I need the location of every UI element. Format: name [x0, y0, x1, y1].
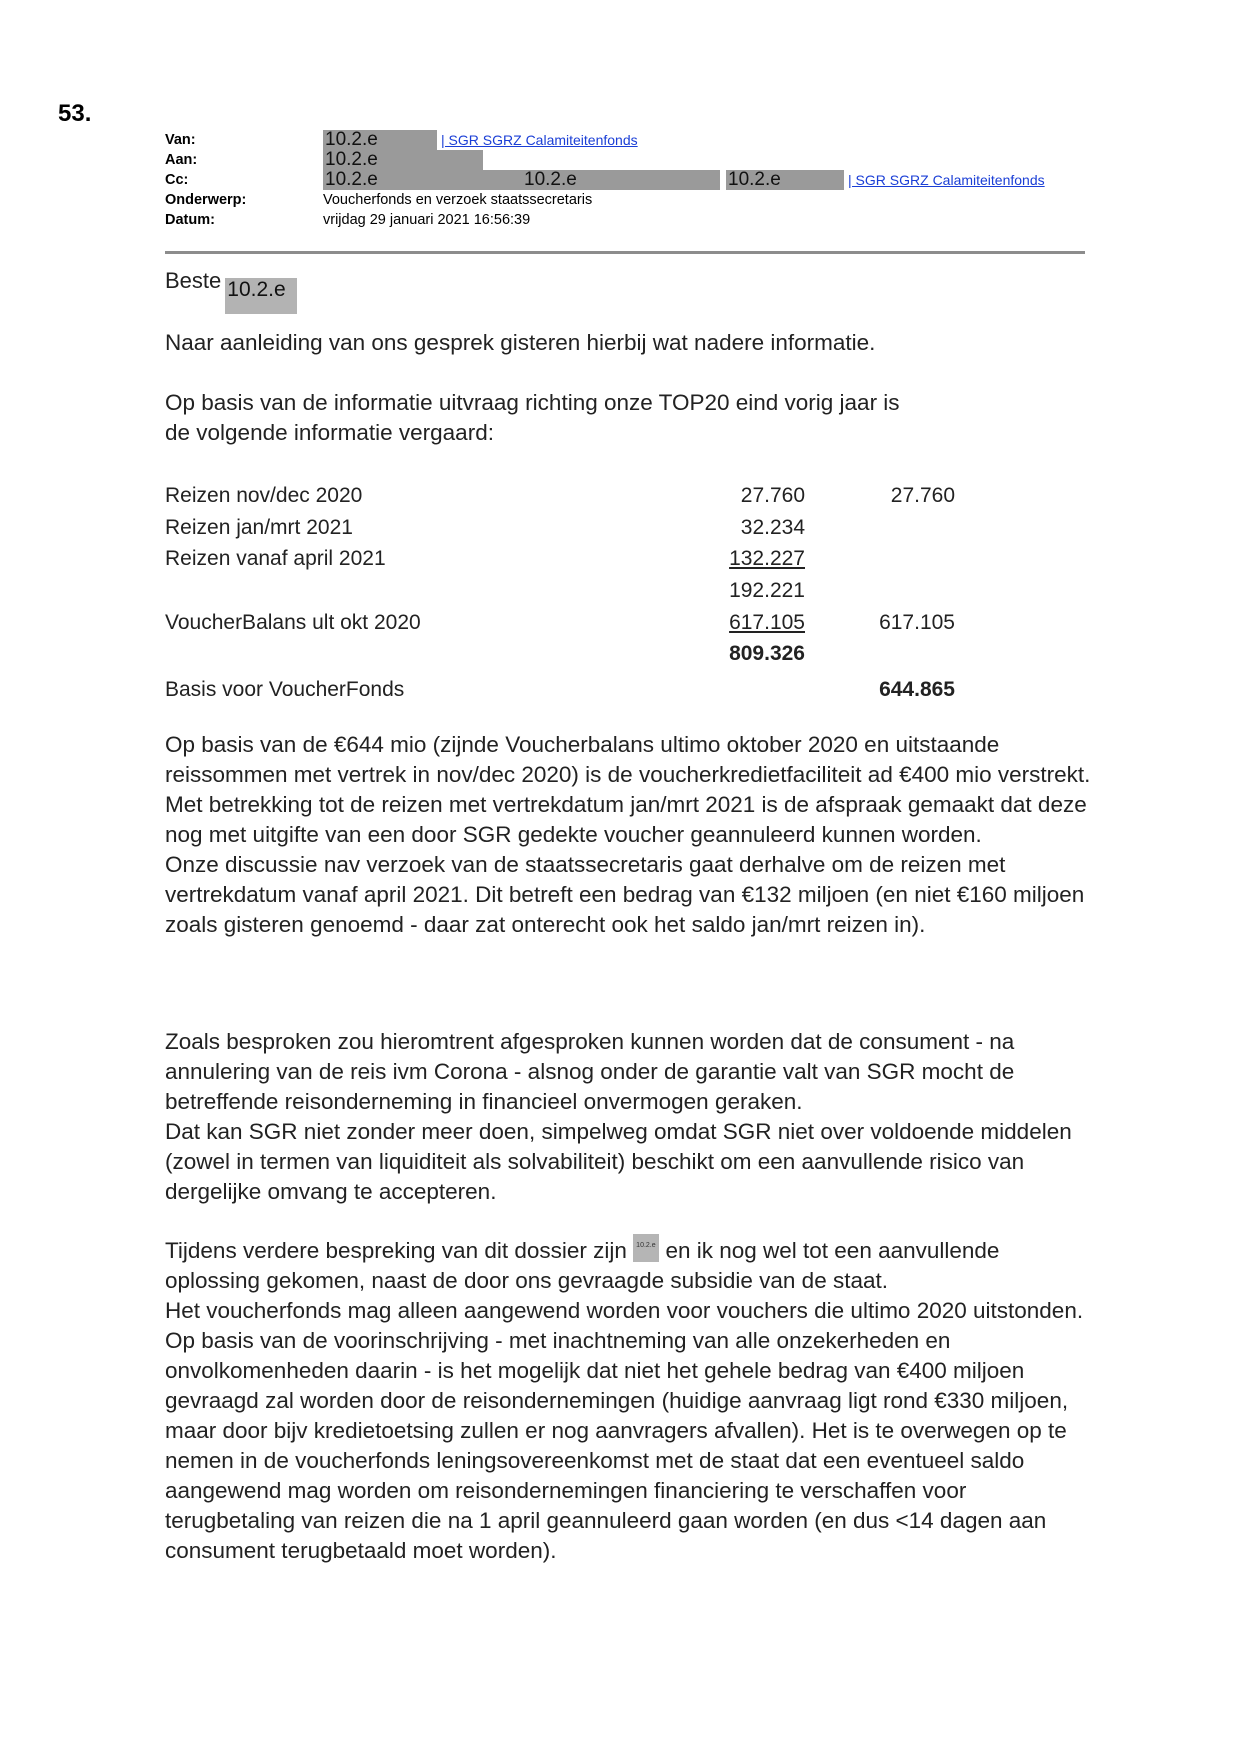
cc-label: Cc:: [165, 172, 189, 188]
greeting-text: Beste: [165, 268, 222, 293]
greeting: [165, 268, 297, 314]
subject-label: Onderwerp:: [165, 192, 247, 208]
value-col1: 32.234: [740, 515, 805, 539]
to-label: Aan:: [165, 152, 198, 168]
paragraph-intro: [165, 328, 1095, 358]
redaction-block: 10.2.e: [225, 278, 297, 314]
value-col2: 644.865: [879, 677, 955, 701]
value-col1: [605, 670, 805, 706]
to-row: [165, 150, 1085, 170]
table-row: [165, 575, 955, 607]
paragraph-guarantee: [165, 1027, 1095, 1207]
value-col1: 809.326: [729, 642, 805, 666]
row-label: Reizen jan/mrt 2021: [165, 515, 353, 539]
from-label: Van:: [165, 132, 196, 148]
paragraph-text: Met betrekking tot de reizen met vertrekdatum jan/mrt 2021 is de afspraak gemaakt dat deze nog met uitgifte van een door SGR gedekte voucher geannuleerd kunnen worden.: [165, 792, 1087, 847]
redaction-block: 10.2.e: [323, 170, 522, 190]
table-row: [165, 543, 955, 575]
table-row: [165, 480, 955, 512]
row-label: Basis voor VoucherFonds: [165, 677, 405, 701]
paragraph-text: en ik nog wel tot een aanvullende oplossing gekomen, naast de door ons gevraagde subsidie van de staat.: [165, 1238, 1000, 1293]
paragraph-text: Dat kan SGR niet zonder meer doen, simpelweg omdat SGR niet over voldoende middelen (zowel in termen van liquiditeit als solvabiliteit) beschikt om een aanvullende risico van dergelijke omvang te accepteren.: [165, 1119, 1072, 1204]
cc-row: [165, 170, 1085, 190]
table-row: [165, 512, 955, 544]
value-col1: 27.760: [740, 483, 805, 507]
value-col1: 132.227: [729, 547, 805, 571]
row-label: [165, 575, 605, 607]
row-label: [165, 638, 605, 670]
org-link[interactable]: | SGR SGRZ Calamiteitenfonds: [848, 172, 1045, 188]
value-col2: [805, 512, 955, 544]
paragraph-text: Op basis van de €644 mio (zijnde Voucherbalans ultimo oktober 2020 en uitstaande reissommen met vertrek in nov/dec 2020) is de voucherkredietfaciliteit ad €400 mio verstrekt.: [165, 732, 1091, 787]
redaction-block: 10.2.e: [323, 150, 483, 170]
value-col2: [805, 575, 955, 607]
paragraph-basis: [165, 730, 1095, 940]
value-col2: [805, 543, 955, 575]
from-row: [165, 130, 1085, 150]
value-col2: [805, 638, 955, 670]
row-label: Reizen vanaf april 2021: [165, 547, 386, 571]
table-row: [165, 607, 955, 639]
row-label: VoucherBalans ult okt 2020: [165, 610, 421, 634]
figures-table: [165, 480, 955, 706]
paragraph-text: Zoals besproken zou hieromtrent afgesproken kunnen worden dat de consument - na annulering van de reis ivm Corona - alsnog onder de garantie valt van SGR mocht de betreffende reisonderneming in financieel onvermogen geraken.: [165, 1029, 1015, 1114]
header-divider: [165, 251, 1085, 254]
value-col1: 617.105: [729, 610, 805, 634]
redaction-block: 10.2.e: [522, 170, 720, 190]
table-row: [165, 638, 955, 670]
paragraph-text: Naar aanleiding van ons gesprek gisteren hierbij wat nadere informatie.: [165, 330, 876, 355]
page-number: 53.: [58, 100, 92, 127]
redaction-block: 10.2.e: [323, 130, 437, 150]
paragraph-text: Onze discussie nav verzoek van de staatssecretaris gaat derhalve om de reizen met vertrekdatum vanaf april 2021. Dit betreft een bedrag van €132 miljoen (en niet €160 miljoen zoals gisteren genoemd - daar zat onterecht ook het saldo jan/mrt reizen in).: [165, 852, 1085, 937]
table-row: [165, 670, 955, 706]
paragraph-top20: [165, 388, 925, 448]
date-label: Datum:: [165, 212, 215, 228]
date-value: vrijdag 29 januari 2021 16:56:39: [323, 212, 531, 228]
redaction-block: 10.2.e: [633, 1234, 659, 1262]
org-link[interactable]: | SGR SGRZ Calamiteitenfonds: [441, 132, 638, 148]
paragraph-text: Op basis van de informatie uitvraag richting onze TOP20 eind vorig jaar is de volgende informatie vergaard:: [165, 390, 900, 445]
value-col2: 27.760: [890, 483, 955, 507]
date-row: [165, 210, 1085, 230]
value-col2: 617.105: [879, 610, 955, 634]
subject-value: Voucherfonds en verzoek staatssecretaris: [323, 192, 593, 208]
value-col1: 192.221: [729, 578, 805, 602]
email-header: [165, 130, 1085, 230]
paragraph-solution: [165, 1234, 1095, 1566]
subject-row: [165, 190, 1085, 210]
paragraph-text: Het voucherfonds mag alleen aangewend worden voor vouchers die ultimo 2020 uitstonden. Op basis van de voorinschrijving - met inachtneming van alle onzekerheden en onvolkomenheden daarin - is het mogelijk dat niet het gehele bedrag van €400 miljoen gevraagd zal worden door de reisondernemingen (huidige aanvraag ligt rond €330 miljoen, maar door bijv kredietoetsing zullen er nog aanvragers afvallen). Het is te overwegen op te nemen in de voucherfonds leningsovereenkomst met de staat dat een eventueel saldo aangewend mag worden om reisondernemingen financiering te verschaffen voor terugbetaling van reizen die na 1 april geannuleerd gaan worden (en dus <14 dagen aan consument terugbetaald moet worden).: [165, 1298, 1084, 1563]
paragraph-text: Tijdens verdere bespreking van dit dossier zijn: [165, 1238, 627, 1263]
row-label: Reizen nov/dec 2020: [165, 483, 363, 507]
redaction-block: 10.2.e: [726, 170, 844, 190]
